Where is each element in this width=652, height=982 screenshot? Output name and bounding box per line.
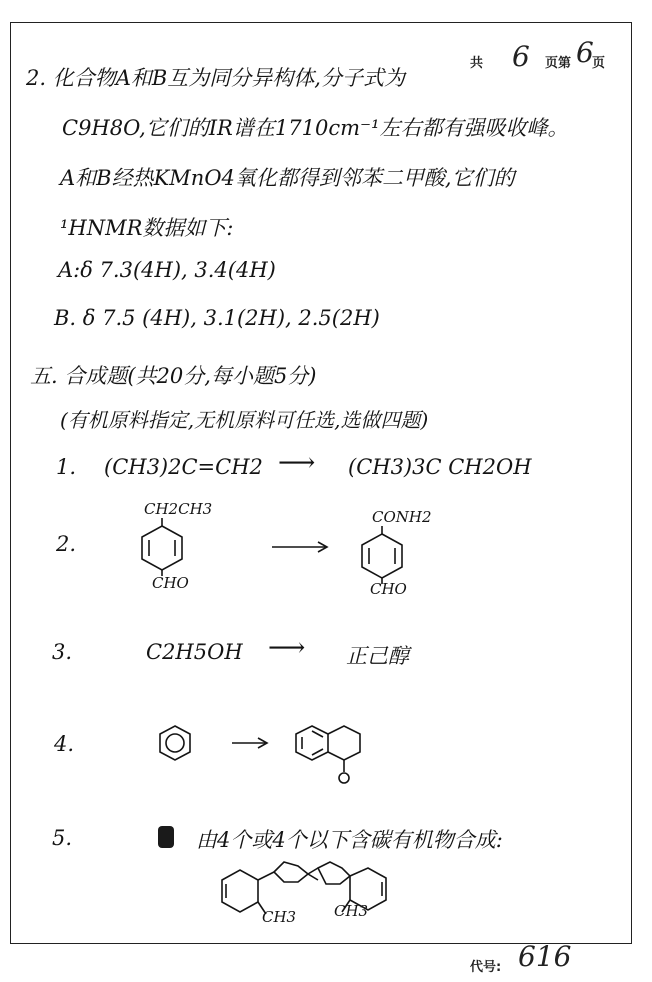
q5-number: 5. <box>52 826 73 850</box>
q4-arrow <box>232 736 272 750</box>
problem-2-line-1: 2. 化合物A和B互为同分异构体,分子式为 <box>26 66 405 90</box>
nmr-data-b: B. δ 7.5 (4H), 3.1(2H), 2.5(2H) <box>54 306 380 330</box>
section-5-title: 五. 合成题(共20分,每小题5分) <box>30 364 317 388</box>
q5-bis-acetal-structure <box>200 858 420 928</box>
page-border <box>10 22 632 944</box>
q1-number: 1. <box>56 455 77 479</box>
q1-reactant: (CH3)2C=CH2 <box>104 455 263 479</box>
current-page: 6 <box>576 36 594 69</box>
q3-arrow: ⟶ <box>268 633 306 663</box>
q2-aldehyde-left: CHO <box>152 574 189 592</box>
q1-arrow: ⟶ <box>278 448 316 478</box>
q5-methyl-right: CH3 <box>334 902 369 920</box>
q4-number: 4. <box>54 732 75 756</box>
q2-benzene-left <box>136 518 188 578</box>
code-value: 616 <box>518 940 572 973</box>
q4-benzene <box>158 724 192 762</box>
total-pages: 6 <box>512 40 530 73</box>
problem-2-line-3: A和B经热KMnO4氧化都得到邻苯二甲酸,它们的 <box>60 166 515 190</box>
problem-2-line-4: ¹HNMR数据如下: <box>60 216 234 240</box>
q3-reactant: C2H5OH <box>146 640 243 664</box>
gong-label: 共 <box>470 56 484 71</box>
scribble-mark <box>158 826 174 848</box>
nmr-data-a: A:δ 7.3(4H), 3.4(4H) <box>58 258 276 282</box>
q3-number: 3. <box>52 640 73 664</box>
q4-tetralone <box>294 720 366 786</box>
q2-ethyl-substituent: CH2CH3 <box>144 500 213 518</box>
section-5-instruction: (有机原料指定,无机原料可任选,选做四题) <box>60 408 429 432</box>
ye-label: 页 <box>592 56 606 71</box>
q2-benzene-right <box>356 526 408 586</box>
q2-number: 2. <box>56 532 77 556</box>
q2-amide-substituent: CONH2 <box>372 508 432 526</box>
q2-aldehyde-right: CHO <box>370 580 407 598</box>
q2-arrow <box>272 540 332 554</box>
q5-methyl-left: CH3 <box>262 908 297 926</box>
ye-di-label: 页第 <box>545 56 572 71</box>
problem-2-line-2: C9H8O,它们的IR谱在1710cm⁻¹左右都有强吸收峰。 <box>62 116 569 140</box>
q5-text: 由4个或4个以下含碳有机物合成: <box>196 828 503 852</box>
code-label: 代号: <box>470 960 502 975</box>
q1-product: (CH3)3C CH2OH <box>348 455 532 479</box>
q3-product: 正己醇 <box>346 644 409 668</box>
